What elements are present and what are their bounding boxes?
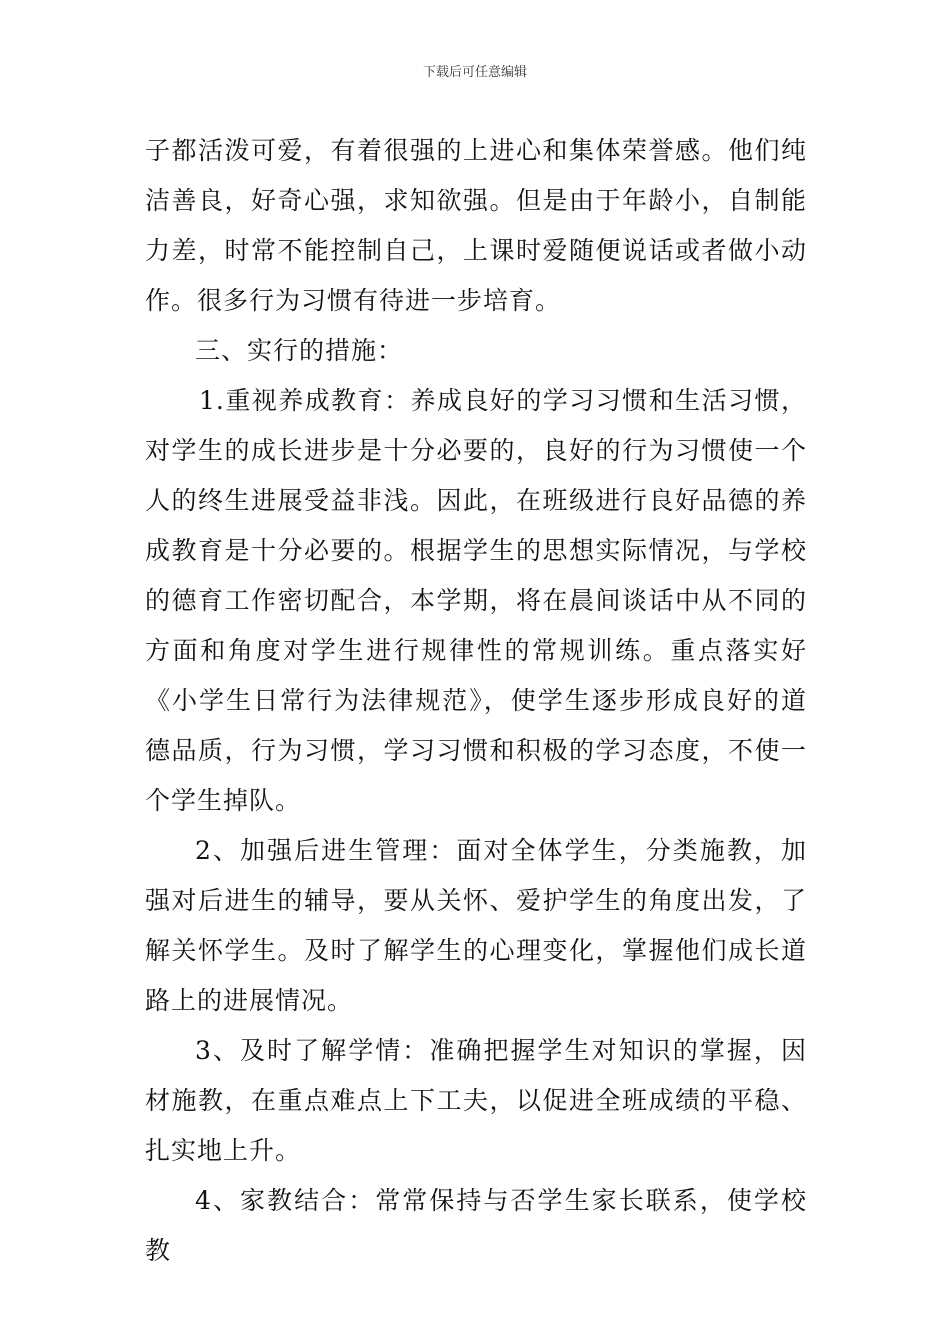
paragraph-learning-status: 3、及时了解学情：准确把握学生对知识的掌握，因材施教，在重点难点上下工夫，以促进全班成绩的平稳、扎实地上升。 [145,1036,807,1165]
paragraph-underachiever-management: 2、加强后进生管理：面对全体学生，分类施教，加强对后进生的辅导，要从关怀、爱护学生的角度出发，了解关怀学生。及时了解学生的心理变化，掌握他们成长道路上的进展情况。 [145,836,807,1015]
section-heading-measures: 三、实行的措施： [195,336,404,365]
document-body [145,126,807,1276]
paragraph-habit-education: 1.重视养成教育：养成良好的学习习惯和生活习惯，对学生的成长进步是十分必要的，良好的行为习惯使一个人的终生进展受益非浅。因此，在班级进行良好品德的养成教育是十分必要的。根据学生的思想实际情况，与学校的德育工作密切配合，本学期，将在晨间谈话中从不同的方面和角度对学生进行规律性的常规训练。重点落实好《小学生日常行为法律规范》，使学生逐步形成良好的道德品质，行为习惯，学习习惯和积极的学习态度，不使一个学生掉队。 [145,386,807,815]
page-header: 下载后可任意编辑 [422,65,527,80]
paragraph-home-school: 4、家教结合：常常保持与否学生家长联系，使学校教 [145,1186,807,1265]
paragraph-continued: 子都活泼可爱，有着很强的上进心和集体荣誉感。他们纯洁善良，好奇心强，求知欲强。但是由于年龄小，自制能力差，时常不能控制自己，上课时爱随便说话或者做小动作。很多行为习惯有待进一步培育。 [145,136,807,315]
